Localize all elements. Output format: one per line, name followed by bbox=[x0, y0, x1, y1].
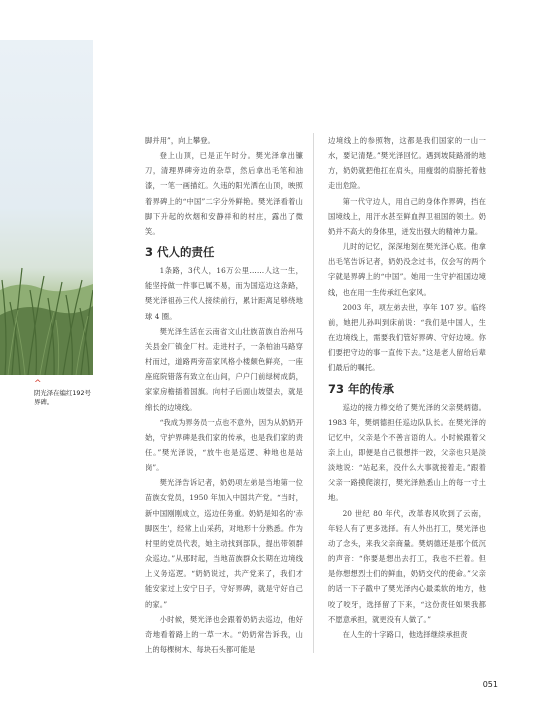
paragraph: 儿时的记忆，深深地刻在樊光泽心底。他拿出毛笔告诉记者，奶奶没念过书，仅会写的两个字就是界碑上的“中国”。她用一生守护祖国边境线，也在用一生传承红色家风。 bbox=[328, 242, 486, 297]
left-column bbox=[145, 133, 303, 657]
section-heading: 73 年的传承 bbox=[328, 381, 395, 396]
paragraph: 20 世纪 80 年代，改革春风吹到了云南，年轻人有了更多选择。有人外出打工，樊光泽也动了念头，来我父亲商量。樊炳德还是那个低沉的声音：“你要是想出去打工，我也不拦着。但是你想想烈士们的鲜血，奶奶交代的使命。”父亲的话一下子戳中了樊光泽内心最柔软的地方，他咬了咬牙，选择留了下来，“这份责任如果我都不愿意承担，就更没有人做了。” bbox=[328, 508, 486, 624]
paragraph: 第一代守边人，用自己的身体作界碑，挡在国境线上，用汗水甚至鲜血捍卫祖国的领土。奶奶并不高大的身体里，迸发出强大的精神力量。 bbox=[328, 196, 486, 236]
photo-caption bbox=[34, 380, 96, 407]
grass-illustration bbox=[0, 40, 93, 375]
page-number: 051 bbox=[482, 680, 498, 689]
paragraph: 巡边的接力棒交给了樊光泽的父亲樊炳德。1983 年，樊炳德担任巡边队队长。在樊光泽的记忆中，父亲是个不善言语的人。小时候跟着父亲上山，即便是自己很想拌一跤，父亲也只是淡淡地说：“站起来，没什么大事就接着走。”跟着父亲一路摸爬滚打，樊光泽熟悉山上的每一寸土地。 bbox=[328, 402, 486, 503]
paragraph: 樊光泽告诉记者，奶奶项左弟是当地第一位苗族女党员，1950 年加入中国共产党。“当时，新中国刚刚成立，巡边任务重。奶奶是知名的‘赤脚医生’，经常上山采药，对地形十分熟悉。作为村里的党员代表，她主动找到部队，提出带领群众巡边。”从那时起，当地苗族群众长期在边境线上义务巡逻。“奶奶说过，共产党来了，我们才能安家过上安宁日子，守好界碑，就是守好自己的家。” bbox=[145, 478, 303, 609]
paragraph: 1条路，3代人，16万公里……人这一生，能坚持做一件事已属不易，而为国巡边这条路，樊光泽祖孙三代人接续前行，累计距离足够绕地球 4 圈。 bbox=[145, 266, 303, 321]
column-divider bbox=[313, 133, 314, 653]
photo-caption-text: 阴光泽在编红192号界碑。 bbox=[34, 389, 91, 406]
paragraph: 小时候，樊光泽也会跟着奶奶去巡边，他好奇地看着路上的一草一木。“奶奶常告诉我，山上的每棵树木、每块石头都可能是 bbox=[145, 614, 303, 654]
right-column bbox=[328, 133, 486, 642]
section-heading: 3 代人的责任 bbox=[145, 245, 215, 260]
paragraph: 边境线上的参照物，这都是我们国家的一山一水，要记清楚。”樊光泽回忆。遇到坡陡路滑的地方，奶奶就把他扛在肩头，用瘦弱的肩膀托着他走出危险。 bbox=[328, 136, 486, 191]
paragraph: 樊光泽生活在云南省文山壮族苗族自治州马关县金厂镇金厂村。走进村子，一条柏油马路穿村而过，道路两旁苗家风格小楼颇色鲜亮，一座座庭院错落有致立在山间，户户门前绿树成荫，家家房檐插着国旗。向村子后面山坡望去，就是绵长的边境线。 bbox=[145, 326, 303, 412]
paragraph: 2003 年，项左弟去世，享年 107 岁。临终前，她把儿孙叫到床前说：“我们是中国人，生在边境线上，需要我们管好界碑、守好边境。你们要把守边的事一直传下去。”这是老人留给后辈们最后的嘱托。 bbox=[328, 302, 486, 373]
border-marker-photo bbox=[0, 40, 93, 375]
paragraph: 登上山顶，已是正午时分。樊光泽拿出镰刀，清理界碑旁边的杂草，然后拿出毛笔和油漆，一笔一画描红。久违的阳光洒在山顶，映照着界碑上的“中国”二字分外鲜艳。樊光泽看着山脚下升起的炊烟和安静祥和的村庄，露出了微笑。 bbox=[145, 151, 303, 236]
paragraph: 脚并用”，向上攀登。 bbox=[145, 136, 215, 145]
paragraph: “我成为界务员一点也不意外，因为从奶奶开始，守护界碑是我们家的传承，也是我们家的责任。”樊光泽说，“放牛也是巡逻、种地也是站岗”。 bbox=[145, 417, 303, 473]
paragraph: 在人生的十字路口，他选择继续承担责 bbox=[342, 629, 468, 639]
caret-up-icon: ^ bbox=[34, 379, 42, 389]
